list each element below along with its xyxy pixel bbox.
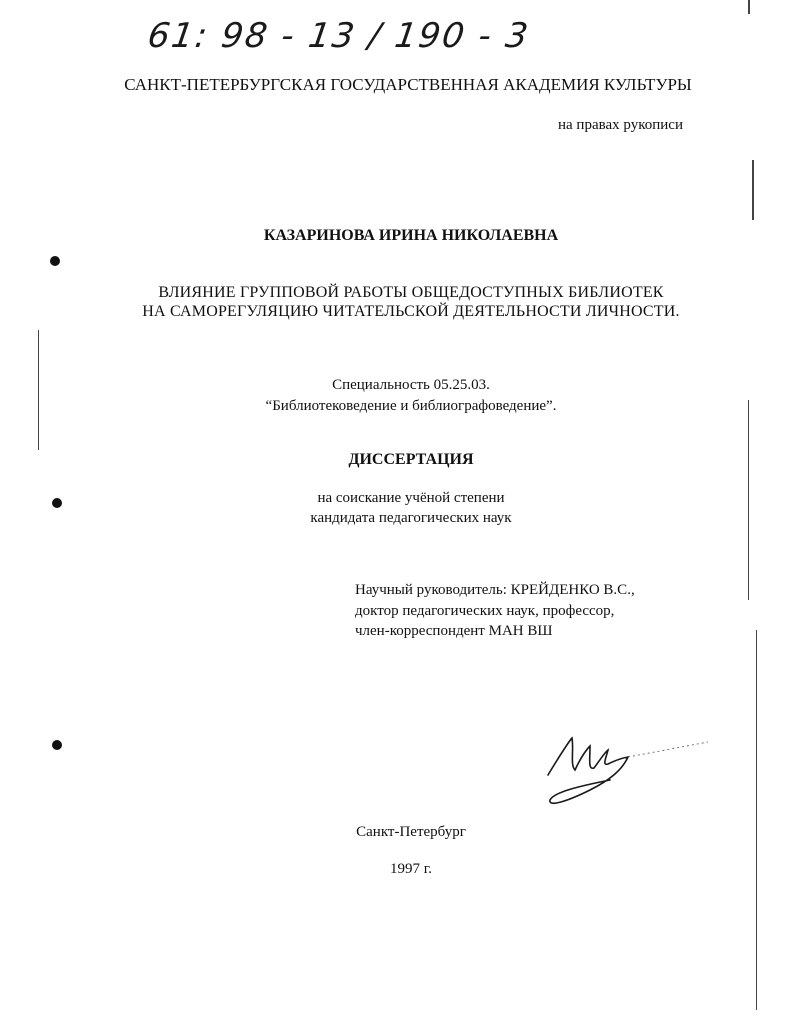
- rights-note: на правах рукописи: [558, 117, 683, 133]
- specialty-code: Специальность 05.25.03.: [332, 377, 490, 393]
- punch-hole-1: [50, 256, 60, 266]
- author-name: КАЗАРИНОВА ИРИНА НИКОЛАЕВНА: [263, 227, 559, 244]
- title-line-2: НА САМОРЕГУЛЯЦИЮ ЧИТАТЕЛЬСКОЙ ДЕЯТЕЛЬНОСТИ ЛИЧНОСТИ.: [142, 303, 680, 320]
- specialty-name: “Библиотековедение и библиографоведение”.: [265, 398, 557, 414]
- scan-edge-right-2: [748, 400, 749, 600]
- supervisor-line-2: доктор педагогических наук, профессор,: [355, 603, 615, 619]
- scan-edge-top: [748, 0, 750, 14]
- supervisor-line-1: Научный руководитель: КРЕЙДЕНКО В.С.,: [355, 582, 635, 598]
- punch-hole-3: [52, 740, 62, 750]
- punch-hole-2: [52, 498, 62, 508]
- scan-edge-right-1: [752, 160, 754, 220]
- title-line-1: ВЛИЯНИЕ ГРУППОВОЙ РАБОТЫ ОБЩЕДОСТУПНЫХ БИБЛИОТЕК: [158, 284, 664, 301]
- degree-line-1: на соискание учёной степени: [317, 490, 505, 506]
- institution-name: САНКТ-ПЕТЕРБУРГСКАЯ ГОСУДАРСТВЕННАЯ АКАДЕМИЯ КУЛЬТУРЫ: [124, 75, 692, 94]
- handwritten-catalog-number: 61: 98 - 13 / 190 - 3: [145, 16, 533, 56]
- year: 1997 г.: [390, 861, 432, 877]
- degree-line-2: кандидата педагогических наук: [310, 510, 512, 526]
- scan-edge-left: [38, 330, 39, 450]
- signature: [530, 720, 710, 820]
- city: Санкт-Петербург: [356, 824, 466, 840]
- scan-edge-right-3: [756, 630, 757, 1010]
- supervisor-line-3: член-корреспондент МАН ВШ: [355, 623, 553, 639]
- document-type: ДИССЕРТАЦИЯ: [348, 451, 474, 468]
